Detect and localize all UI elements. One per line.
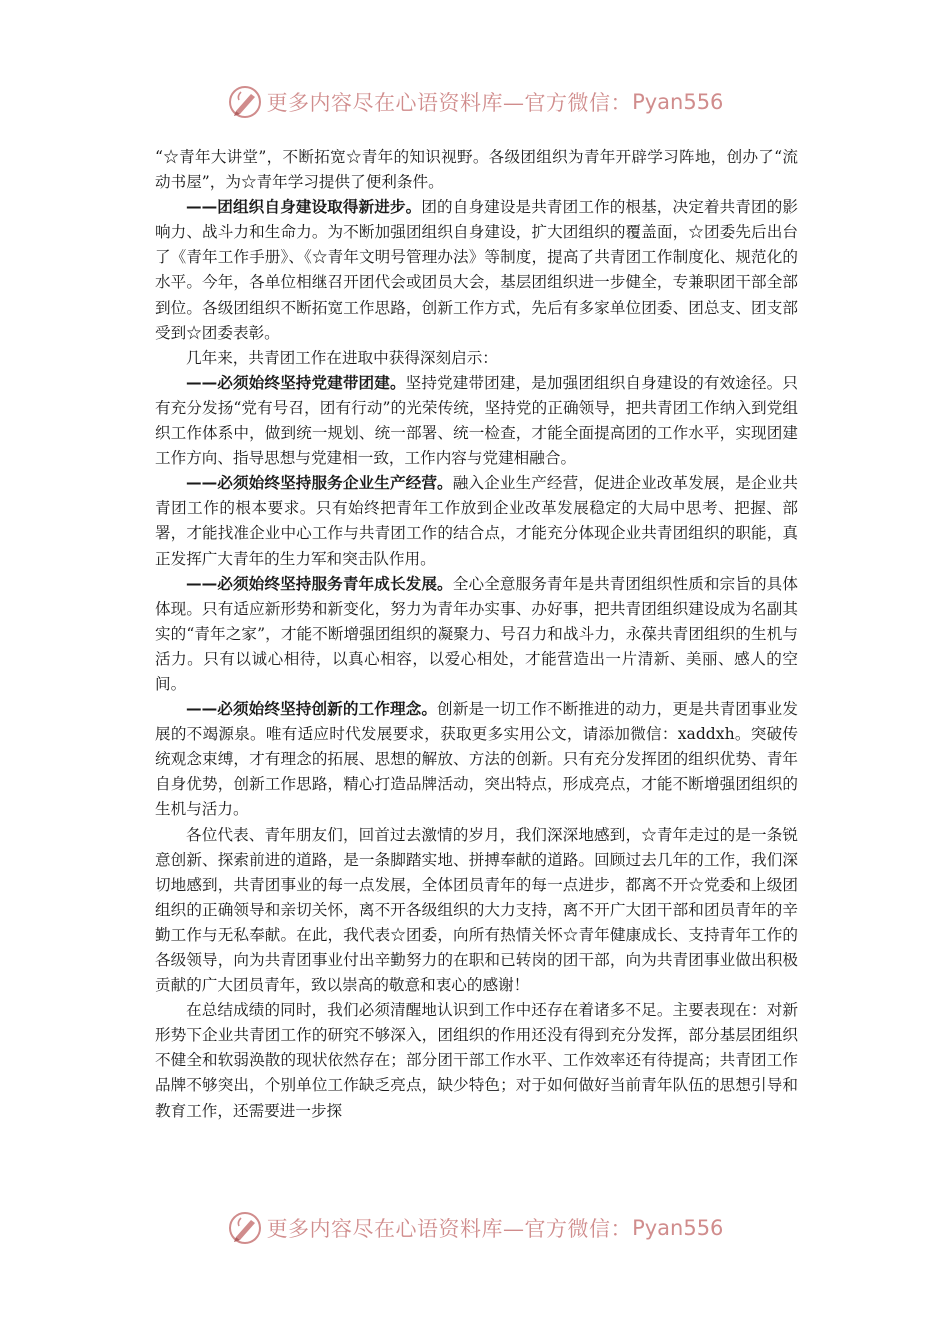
paragraph-text: “☆青年大讲堂”，不断拓宽☆青年的知识视野。各级团组织为青年开辟学习阵地，创办了“流动书屋”，为☆青年学习提供了便利条件。 [155, 148, 798, 192]
paragraph [155, 371, 798, 471]
paragraph-heading: ——必须始终坚持服务青年成长发展。 [186, 574, 453, 593]
paragraph [155, 471, 798, 571]
paragraph-text: 创新是一切工作不断推进的动力，更是共青团事业发展的不竭源泉。唯有适应时代发展要求，获取更多实用公文，请添加微信：xaddxh。突破传统观念束缚，才有理念的拓展、思想的解放、方法的创新。只有充分发挥团的组织优势、青年自身优势，创新工作思路，精心打造品牌活动，突出特点，形成亮点，才能不断增强团组织的生机与活力。 [155, 700, 798, 819]
paragraph-text: 在总结成绩的同时，我们必须清醒地认识到工作中还存在着诸多不足。主要表现在：对新形势下企业共青团工作的研究不够深入，团组织的作用还没有得到充分发挥，部分基层团组织不健全和软弱涣散的现状依然存在；部分团干部工作水平、工作效率还有待提高；共青团工作品牌不够突出，个别单位工作缺乏亮点，缺少特色；对于如何做好当前青年队伍的思想引导和教育工作，还需要进一步探 [155, 1001, 798, 1120]
paragraph [155, 145, 798, 195]
paragraph [155, 572, 798, 697]
banner-wechat-id: Pyan556 [632, 90, 724, 114]
pen-logo-icon [227, 1210, 263, 1246]
paragraph-text: 几年来，共青团工作在进取中获得深刻启示： [186, 348, 498, 367]
paragraph [155, 697, 798, 822]
paragraph-heading: ——必须始终坚持服务企业生产经营。 [186, 474, 453, 493]
paragraph [155, 195, 798, 346]
banner-text: 更多内容尽在心语资料库—官方微信： [266, 91, 633, 115]
paragraph [155, 998, 798, 1123]
paragraph-text: 坚持党建带团建，是加强团组织自身建设的有效途径。只有充分发扬“党有号召，团有行动”的光荣传统，坚持党的正确领导，把共青团工作纳入到党组织工作体系中，做到统一规划、统一部署、统一检查，才能全面提高团的工作水平，实现团建工作方向、指导思想与党建相一致，工作内容与党建相融合。 [155, 373, 798, 468]
paragraph-text: 各位代表、青年朋友们，回首过去激情的岁月，我们深深地感到，☆青年走过的是一条锐意创新、探索前进的道路，是一条脚踏实地、拼搏奉献的道路。回顾过去几年的工作，我们深切地感到，共青团事业的每一点发展，全体团员青年的每一点进步，都离不开☆党委和上级团组织的正确领导和亲切关怀，离不开各级组织的大力支持，离不开广大团干部和团员青年的辛勤工作与无私奉献。在此，我代表☆团委，向所有热情关怀☆青年健康成长、支持青年工作的各级领导，向为共青团事业付出辛勤努力的在职和已转岗的团干部，向为共青团事业做出积极贡献的广大团员青年，致以崇高的敬意和衷心的感谢！ [155, 825, 798, 995]
paragraph-heading: ——团组织自身建设取得新进步。 [186, 198, 422, 217]
paragraph [155, 823, 798, 999]
banner-text: 更多内容尽在心语资料库—官方微信： [266, 1217, 633, 1241]
paragraph-text: 团的自身建设是共青团工作的根基，决定着共青团的影响力、战斗力和生命力。为不断加强团组织自身建设，扩大团组织的覆盖面，☆团委先后出台了《青年工作手册》、《☆青年文明号管理办法》等制度，提高了共青团工作制度化、规范化的水平。今年，各单位相继召开团代会或团员大会，基层团组织进一步健全，专兼职团干部全部到位。各级团组织不断拓宽工作思路，创新工作方式，先后有多家单位团委、团总支、团支部受到☆团委表彰。 [155, 198, 798, 342]
header-banner [0, 82, 950, 122]
banner-wechat-id: Pyan556 [632, 1216, 724, 1240]
document-body [155, 145, 798, 1124]
paragraph-text: 全心全意服务青年是共青团组织性质和宗旨的具体体现。只有适应新形势和新变化，努力为青年办实事、办好事，把共青团组织建设成为名副其实的“青年之家”，才能不断增强团组织的凝聚力、号召力和战斗力，永葆共青团组织的生机与活力。只有以诚心相待，以真心相容，以爱心相处，才能营造出一片清新、美丽、感人的空间。 [155, 574, 798, 693]
pen-logo-icon [227, 84, 263, 120]
paragraph-heading: ——必须始终坚持党建带团建。 [186, 373, 406, 392]
footer-banner [0, 1208, 950, 1248]
paragraph-heading: ——必须始终坚持创新的工作理念。 [186, 700, 438, 719]
paragraph [155, 346, 798, 371]
paragraph-text: 融入企业生产经营，促进企业改革发展，是企业共青团工作的根本要求。只有始终把青年工作放到企业改革发展稳定的大局中思考、把握、部署，才能找准企业中心工作与共青团工作的结合点，才能充分体现企业共青团组织的职能，真正发挥广大青年的生力军和突击队作用。 [155, 474, 798, 568]
